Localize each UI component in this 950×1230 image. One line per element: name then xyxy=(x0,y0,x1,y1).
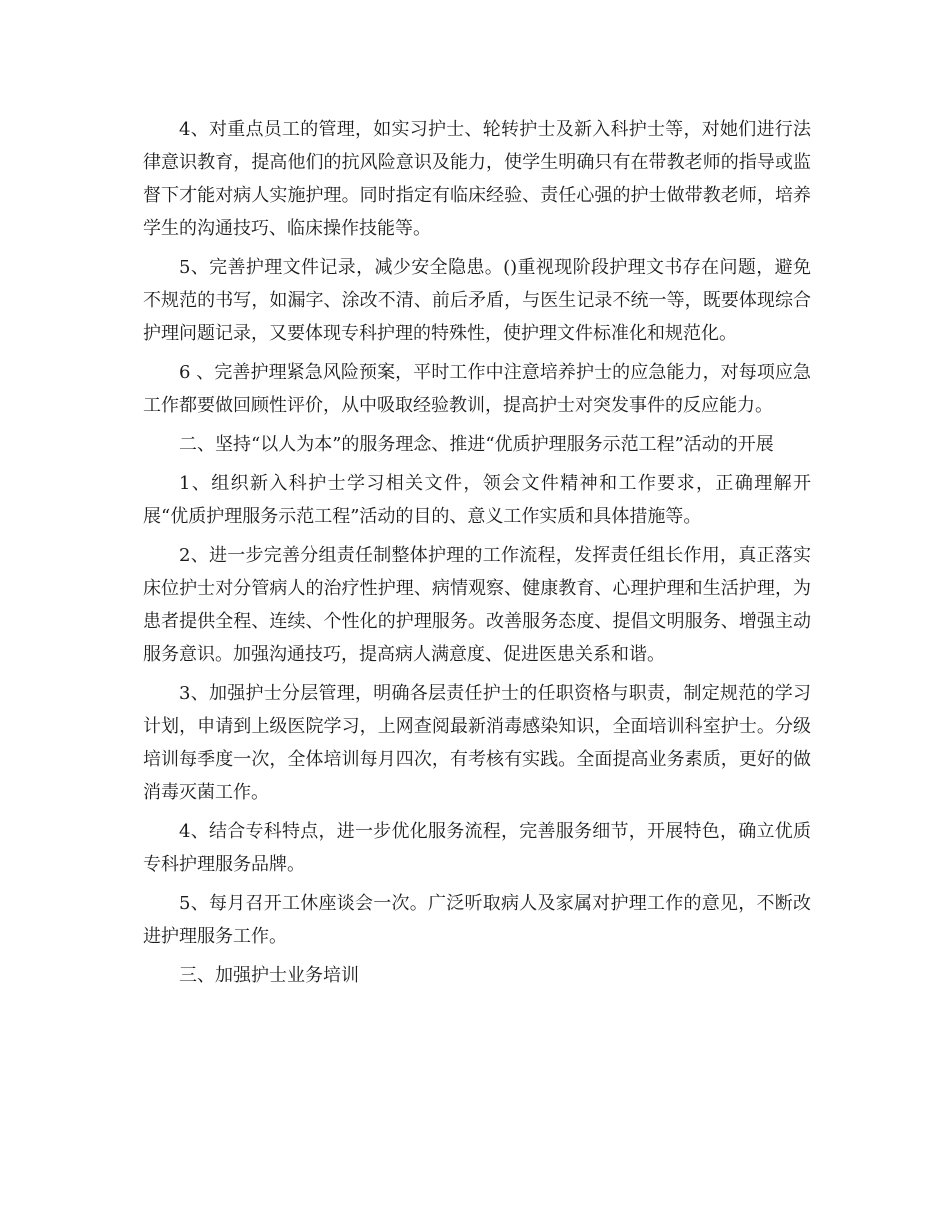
paragraph-item-3-tiered-management: 3、加强护士分层管理，明确各层责任护士的任职资格与职责，制定规范的学习计划，申请到上级医院学习，上网查阅最新消毒感染知识，全面培训科室护士。分级培训每季度一次，全体培训每月四次，有考核有实践。全面提高业务素质，更好的做消毒灭菌工作。 xyxy=(143,683,811,803)
paragraph-item-1-study-documents: 1、组织新入科护士学习相关文件，领会文件精神和工作要求，正确理解开展“优质护理服务示范工程”活动的目的、意义工作实质和具体措施等。 xyxy=(143,473,811,527)
paragraph-item-4-key-staff: 4、对重点员工的管理，如实习护士、轮转护士及新入科护士等，对她们进行法律意识教育，提高他们的抗风险意识及能力，使学生明确只有在带教老师的指导或监督下才能对病人实施护理。同时指定有临床经验、责任心强的护士做带教老师，培养学生的沟通技巧、临床操作技能等。 xyxy=(143,119,811,239)
paragraph-item-6-emergency-plan: 6 、完善护理紧急风险预案，平时工作中注意培养护士的应急能力，对每项应急工作都要做回顾性评价，从中吸取经验教训，提高护士对突发事件的反应能力。 xyxy=(143,362,811,416)
paragraph-item-4-specialty-service: 4、结合专科特点，进一步优化服务流程，完善服务细节，开展特色，确立优质专科护理服务品牌。 xyxy=(143,821,811,875)
section-heading-two: 二、坚持“以人为本”的服务理念、推进“优质护理服务示范工程”活动的开展 xyxy=(179,434,774,455)
paragraph-item-5-monthly-meeting: 5、每月召开工休座谈会一次。广泛听取病人及家属对护理工作的意见，不断改进护理服务工作。 xyxy=(143,893,811,947)
paragraph-item-5-nursing-records: 5、完善护理文件记录，减少安全隐患。()重视现阶段护理文书存在问题，避免不规范的书写，如漏字、涂改不清、前后矛盾，与医生记录不统一等，既要体现综合护理问题记录，又要体现专科护理的特殊性，使护理文件标准化和规范化。 xyxy=(143,257,811,344)
paragraph-item-2-workflow: 2、进一步完善分组责任制整体护理的工作流程，发挥责任组长作用，真正落实床位护士对分管病人的治疗性护理、病情观察、健康教育、心理护理和生活护理，为患者提供全程、连续、个性化的护理服务。改善服务态度、提倡文明服务、增强主动服务意识。加强沟通技巧，提高病人满意度、促进医患关系和谐。 xyxy=(143,545,811,665)
section-heading-three: 三、加强护士业务培训 xyxy=(179,965,359,986)
document-body xyxy=(143,113,811,998)
